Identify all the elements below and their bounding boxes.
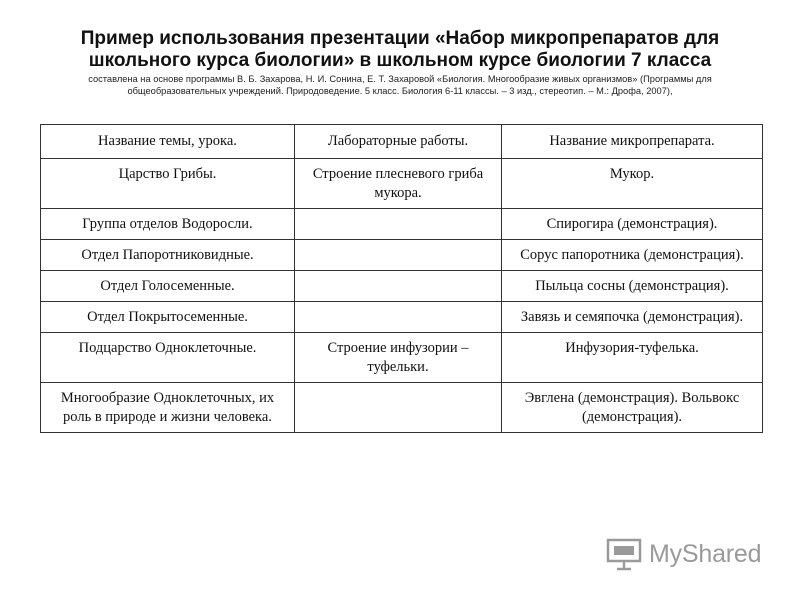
presentation-board-icon	[605, 537, 643, 571]
table-cell	[295, 209, 502, 240]
table-cell	[295, 271, 502, 302]
table-cell	[295, 302, 502, 333]
table-cell: Царство Грибы.	[41, 159, 295, 209]
table-row	[41, 159, 763, 209]
table-cell: Эвглена (демонстрация). Вольвокс (демонстрация).	[502, 383, 763, 433]
table-row	[41, 240, 763, 271]
table-cell: Отдел Папоротниковидные.	[41, 240, 295, 271]
table-cell: Инфузория-туфелька.	[502, 333, 763, 383]
table-cell: Завязь и семяпочка (демонстрация).	[502, 302, 763, 333]
myshared-logo[interactable]	[605, 536, 761, 572]
table-cell: Отдел Покрытосеменные.	[41, 302, 295, 333]
table-cell: Строение инфузории – туфельки.	[295, 333, 502, 383]
table-cell: Пыльца сосны (демонстрация).	[502, 271, 763, 302]
lessons-table	[40, 124, 763, 433]
source-citation: составлена на основе программы В. Б. Захарова, Н. И. Сонина, Е. Т. Захаровой «Биология. Многообразие живых организмов» (Программы для общеобразовательных учреждений. Природоведение. 5 класс. Биология 6-11 классы. – 3 изд., стереотип. – М.: Дрофа, 2007),	[88, 74, 712, 96]
table-cell: Спирогира (демонстрация).	[502, 209, 763, 240]
table-row	[41, 271, 763, 302]
table-cell	[295, 240, 502, 271]
table-cell: Многообразие Одноклеточных, их роль в природе и жизни человека.	[41, 383, 295, 433]
table-cell: Сорус папоротника (демонстрация).	[502, 240, 763, 271]
column-header-lab-work: Лабораторные работы.	[295, 125, 502, 159]
logo-text: MyShared	[649, 539, 762, 568]
table-row	[41, 302, 763, 333]
table-header-row	[41, 125, 763, 159]
column-header-slide: Название микропрепарата.	[502, 125, 763, 159]
page-title: Пример использования презентации «Набор микропрепаратов для школьного курса биологии» в школьном курсе биологии 7 класса	[80, 28, 720, 71]
table-row	[41, 209, 763, 240]
table-row	[41, 383, 763, 433]
table-cell: Группа отделов Водоросли.	[41, 209, 295, 240]
table-cell: Строение плесневого гриба мукора.	[295, 159, 502, 209]
column-header-topic: Название темы, урока.	[41, 125, 295, 159]
table-cell: Отдел Голосеменные.	[41, 271, 295, 302]
table-cell: Мукор.	[502, 159, 763, 209]
table-cell	[295, 383, 502, 433]
table-cell: Подцарство Одноклеточные.	[41, 333, 295, 383]
table-row	[41, 333, 763, 383]
